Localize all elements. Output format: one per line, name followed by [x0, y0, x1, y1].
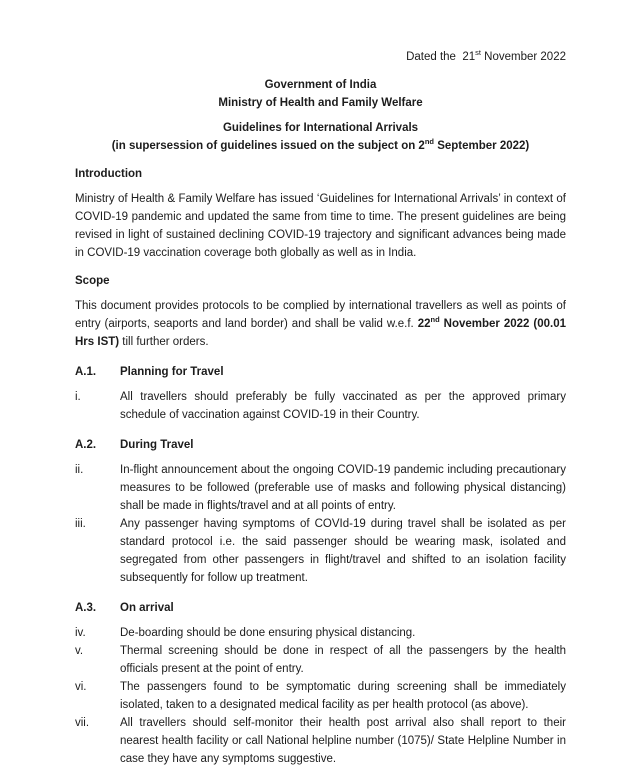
- date-rest: November 2022: [484, 51, 566, 63]
- list-item-iii: [75, 515, 566, 587]
- scope-paragraph: [75, 297, 566, 351]
- item-text: Thermal screening should be done in respect of all the passengers by the health officials present at the point of entry.: [120, 645, 566, 675]
- list-item-i: [75, 388, 566, 424]
- item-number: i.: [75, 391, 81, 403]
- list-item-v: [75, 642, 566, 678]
- item-number: vi.: [75, 681, 87, 693]
- subtitle-pre: (in supersession of guidelines issued on the subject on 2: [111, 140, 425, 152]
- scope-valid-ordinal: nd: [430, 315, 440, 325]
- section-a2-number: A.2.: [75, 439, 97, 451]
- list-item-vii: [75, 714, 566, 768]
- section-a3-title: On arrival: [120, 602, 174, 614]
- item-text: In-flight announcement about the ongoing COVID-19 pandemic including precautionary measures to be followed (preferable use of masks and following physical distancing) shall be made in flights/travel and at all points of entry.: [120, 464, 566, 512]
- item-text: De-boarding should be done ensuring physical distancing.: [120, 627, 416, 639]
- section-a2-title: During Travel: [120, 439, 194, 451]
- list-item-iv: [75, 624, 566, 642]
- scope-valid-day: 22: [417, 318, 431, 330]
- item-number: v.: [75, 645, 84, 657]
- subtitle-ordinal: nd: [424, 137, 435, 147]
- item-text: All travellers should preferably be fully vaccinated as per the approved primary schedule of vaccination against COVID-19 in their Country.: [120, 391, 566, 421]
- section-a3-number: A.3.: [75, 602, 97, 614]
- scope-text-pre: This document provides protocols to be complied by international travellers as well as points of entry (airports, seaports and land border) and shall be valid w.e.f.: [75, 300, 566, 330]
- item-text: Any passenger having symptoms of COVId-19 during travel shall be isolated as per standard protocol i.e. the said passenger should be wearing mask, isolated and segregated from other passengers in flight/travel and shifted to an isolation facility subsequently for follow up treatment.: [120, 518, 566, 584]
- item-number: vii.: [75, 717, 90, 729]
- dated-prefix: Dated the: [406, 51, 456, 63]
- list-item-vi: [75, 678, 566, 714]
- item-text: All travellers should self-monitor their health post arrival also shall report to their nearest health facility or call National helpline number (1075)/ State Helpline Number in case they have any symptoms suggestive.: [120, 717, 566, 765]
- item-text: The passengers found to be symptomatic during screening shall be immediately isolated, taken to a designated medical facility as per health protocol (as above).: [120, 681, 566, 711]
- item-number: iv.: [75, 627, 86, 639]
- date-ordinal: st: [475, 48, 481, 58]
- section-a3-heading: [75, 599, 566, 617]
- item-number: ii.: [75, 464, 84, 476]
- subtitle-post: September 2022): [437, 140, 530, 152]
- section-heading-scope: Scope: [75, 275, 110, 287]
- ministry-line: Ministry of Health and Family Welfare: [218, 97, 423, 109]
- org-line: Government of India: [264, 79, 377, 91]
- date-day: 21: [462, 51, 476, 63]
- section-heading-introduction: Introduction: [75, 168, 143, 180]
- doc-title: Guidelines for International Arrivals: [222, 122, 419, 134]
- section-a1-title: Planning for Travel: [120, 366, 224, 378]
- section-a2-heading: [75, 436, 566, 454]
- dated-line: [75, 48, 566, 66]
- doc-subtitle: [75, 137, 566, 155]
- scope-valid-rest: November 2022 (00.01 Hrs IST): [75, 318, 567, 348]
- item-number: iii.: [75, 518, 86, 530]
- section-a1-number: A.1.: [75, 366, 97, 378]
- list-item-ii: [75, 461, 566, 515]
- scope-text-post: till further orders.: [122, 336, 209, 348]
- introduction-paragraph: Ministry of Health & Family Welfare has issued ‘Guidelines for International Arrivals’ in context of COVID-19 pandemic and updated the same from time to time. The present guidelines are being revised in light of sustained declining COVID-19 trajectory and significant advances being made in COVID-19 vaccination coverage both globally as well as in India.: [75, 193, 566, 259]
- section-a1-heading: [75, 363, 566, 381]
